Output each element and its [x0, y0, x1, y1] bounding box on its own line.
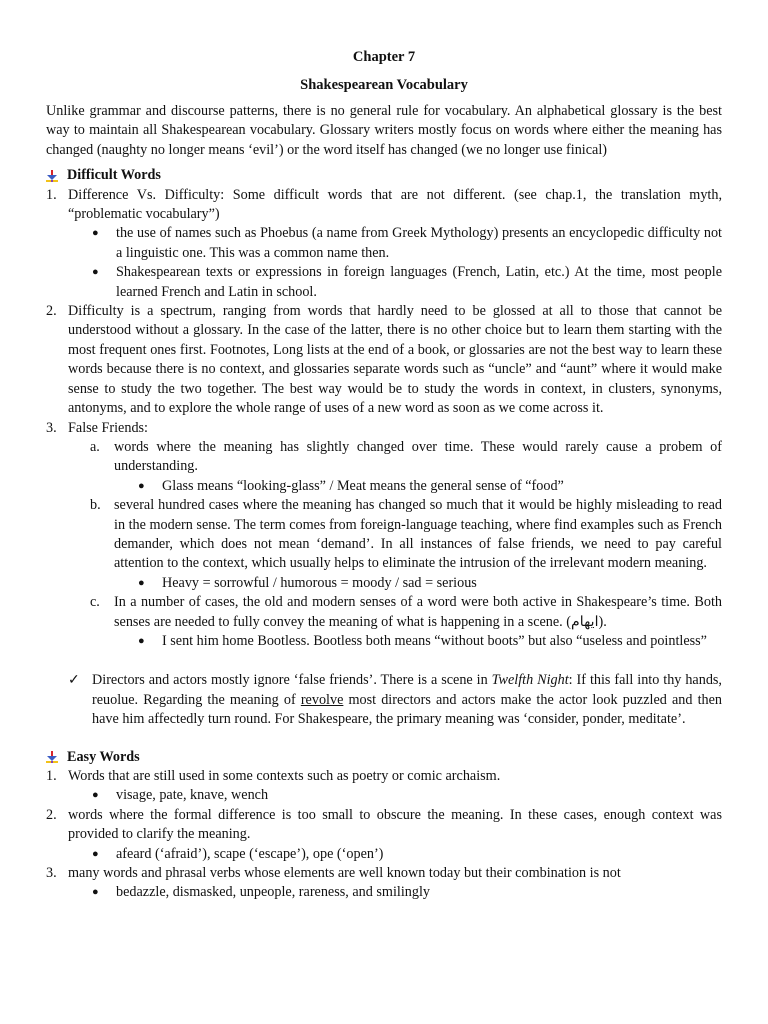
- bullet-item: [138, 477, 722, 496]
- sub-list-letter: a.: [90, 438, 100, 455]
- list-item: [46, 302, 722, 418]
- bullet-text: visage, pate, knave, wench: [116, 787, 269, 804]
- arrow-bullet-icon: [46, 751, 58, 763]
- play-title: Twelfth Night: [491, 672, 569, 689]
- sub-list-item: [90, 438, 722, 477]
- underlined-word: revolve: [300, 691, 344, 708]
- section-heading-text: Difficult Words: [67, 167, 161, 184]
- note-text-part: most directors and actors make the actor look puzzled and then have him affectedly turn round. For Shakespeare, the primary meaning was ‘consider, ponder, meditate’.: [92, 691, 722, 728]
- bullet-item: [92, 845, 722, 864]
- bullet-icon: ●: [138, 634, 145, 647]
- sub-list-text: In a number of cases, the old and modern senses of a word were both active in Shakespeare’s time. Both senses are needed to fully convey the meaning of what is happening in a scene. (ایهام).: [114, 594, 722, 630]
- bullet-icon: ●: [92, 789, 99, 802]
- note-text: [92, 671, 722, 729]
- bullet-icon: ●: [92, 847, 99, 860]
- bullet-item: [92, 883, 722, 902]
- intro-paragraph: Unlike grammar and discourse patterns, there is no general rule for vocabulary. An alphabetical glossary is the best way to maintain all Shakespearean vocabulary. Glossary writers mostly focus on words where either the meaning has changed (naughty no longer means ‘evil’) or the word itself has changed (we no longer use finical): [46, 103, 722, 158]
- bullet-item: [138, 574, 722, 593]
- list-item: [46, 864, 722, 883]
- section-heading-difficult: [46, 166, 722, 185]
- list-item: [46, 419, 722, 438]
- page-title: Shakespearean Vocabulary: [300, 77, 468, 93]
- list-number: 2.: [46, 303, 57, 320]
- list-item: [46, 186, 722, 225]
- list-item-text: Difficulty is a spectrum, ranging from words that hardly need to be glossed at all to those that cannot be understood without a glossary. In the case of the latter, there is no other choice but to learn them starting with the most frequent ones first. Footnotes, Long lists at the end of a book, or glossaries are not the best way to learn these words because there is no context, and glossaries separate words such as “uncle” and “aunt” where it would make sense to study the two together. The best way would be to study the words in context, in clusters, synonyms, antonyms, and to explore the whole range of uses of a new word as soon as we come across it.: [68, 303, 722, 417]
- sub-list-text: words where the meaning has slightly changed over time. These would rarely cause a probem of understanding.: [114, 438, 722, 475]
- list-number: 3.: [46, 419, 57, 436]
- bullet-item: [92, 263, 722, 302]
- bullet-icon: ●: [138, 479, 145, 492]
- list-item: [46, 767, 722, 786]
- bullet-text: Glass means “looking-glass” / Meat means the general sense of “food”: [162, 477, 564, 494]
- bullet-text: the use of names such as Phoebus (a name from Greek Mythology) presents an encyclopedic difficulty not a linguistic one. This was a common name then.: [116, 225, 722, 261]
- list-number: 1.: [46, 186, 57, 203]
- bullet-text: Heavy = sorrowful / humorous = moody / sad = serious: [162, 574, 477, 591]
- list-number: 2.: [46, 806, 57, 823]
- list-number: 1.: [46, 768, 57, 784]
- bullet-text: afeard (‘afraid’), scape (‘escape’), ope (‘open’): [116, 845, 384, 862]
- bullet-icon: ●: [92, 227, 99, 240]
- list-item-text: Difference Vs. Difficulty: Some difficult words that are not different. (see chap.1, the translation myth, “problematic vocabulary”): [68, 186, 722, 223]
- list-item-text: False Friends:: [68, 419, 148, 436]
- section-heading-text: Easy Words: [67, 748, 140, 765]
- bullet-item: [92, 786, 722, 805]
- bullet-item: [138, 632, 722, 651]
- note-item: [68, 671, 722, 729]
- list-number: 3.: [46, 865, 57, 882]
- bullet-item: [92, 224, 722, 263]
- sub-list-letter: b.: [90, 497, 101, 514]
- chapter-label: Chapter 7: [352, 49, 416, 65]
- list-item-text: many words and phrasal verbs whose elements are well known today but their combination is not: [68, 865, 621, 882]
- sub-list-letter: c.: [90, 594, 100, 611]
- note-text-part: : If this fall into thy hands, reuolue. Regarding the meaning of: [92, 672, 722, 708]
- checkmark-icon: ✓: [68, 673, 80, 689]
- arrow-bullet-icon: [46, 170, 58, 182]
- list-item: [46, 806, 722, 845]
- bullet-icon: ●: [92, 886, 99, 899]
- list-item-text: words where the formal difference is too small to obscure the meaning. In these cases, enough context was provided to clarify the meaning.: [68, 806, 722, 843]
- bullet-text: Shakespearean texts or expressions in foreign languages (French, Latin, etc.) At the time, most people learned French and Latin in school.: [116, 264, 722, 300]
- bullet-icon: ●: [92, 266, 99, 279]
- list-item-text: Words that are still used in some contexts such as poetry or comic archaism.: [68, 768, 501, 784]
- note-text-part: Directors and actors mostly ignore ‘false friends’. There is a scene in: [92, 672, 492, 689]
- sub-list-item: [90, 496, 722, 574]
- section-heading-easy: [46, 748, 722, 767]
- bullet-icon: ●: [138, 576, 145, 589]
- sub-list-text: several hundred cases where the meaning has changed so much that it would be highly misleading to read in the modern sense. The term comes from foreign-language teaching, where find examples such as French demander, which does not mean ‘demand’. In all instances of false friends, we need to pay careful attention to the context, which usually helps to eliminate the intrusion of the irrelevant modern meaning.: [114, 497, 722, 572]
- bullet-text: I sent him home Bootless. Bootless both means “without boots” but also “useless and pointless”: [162, 632, 707, 649]
- bullet-text: bedazzle, dismasked, unpeople, rareness, and smilingly: [116, 884, 431, 901]
- sub-list-item: [90, 593, 722, 632]
